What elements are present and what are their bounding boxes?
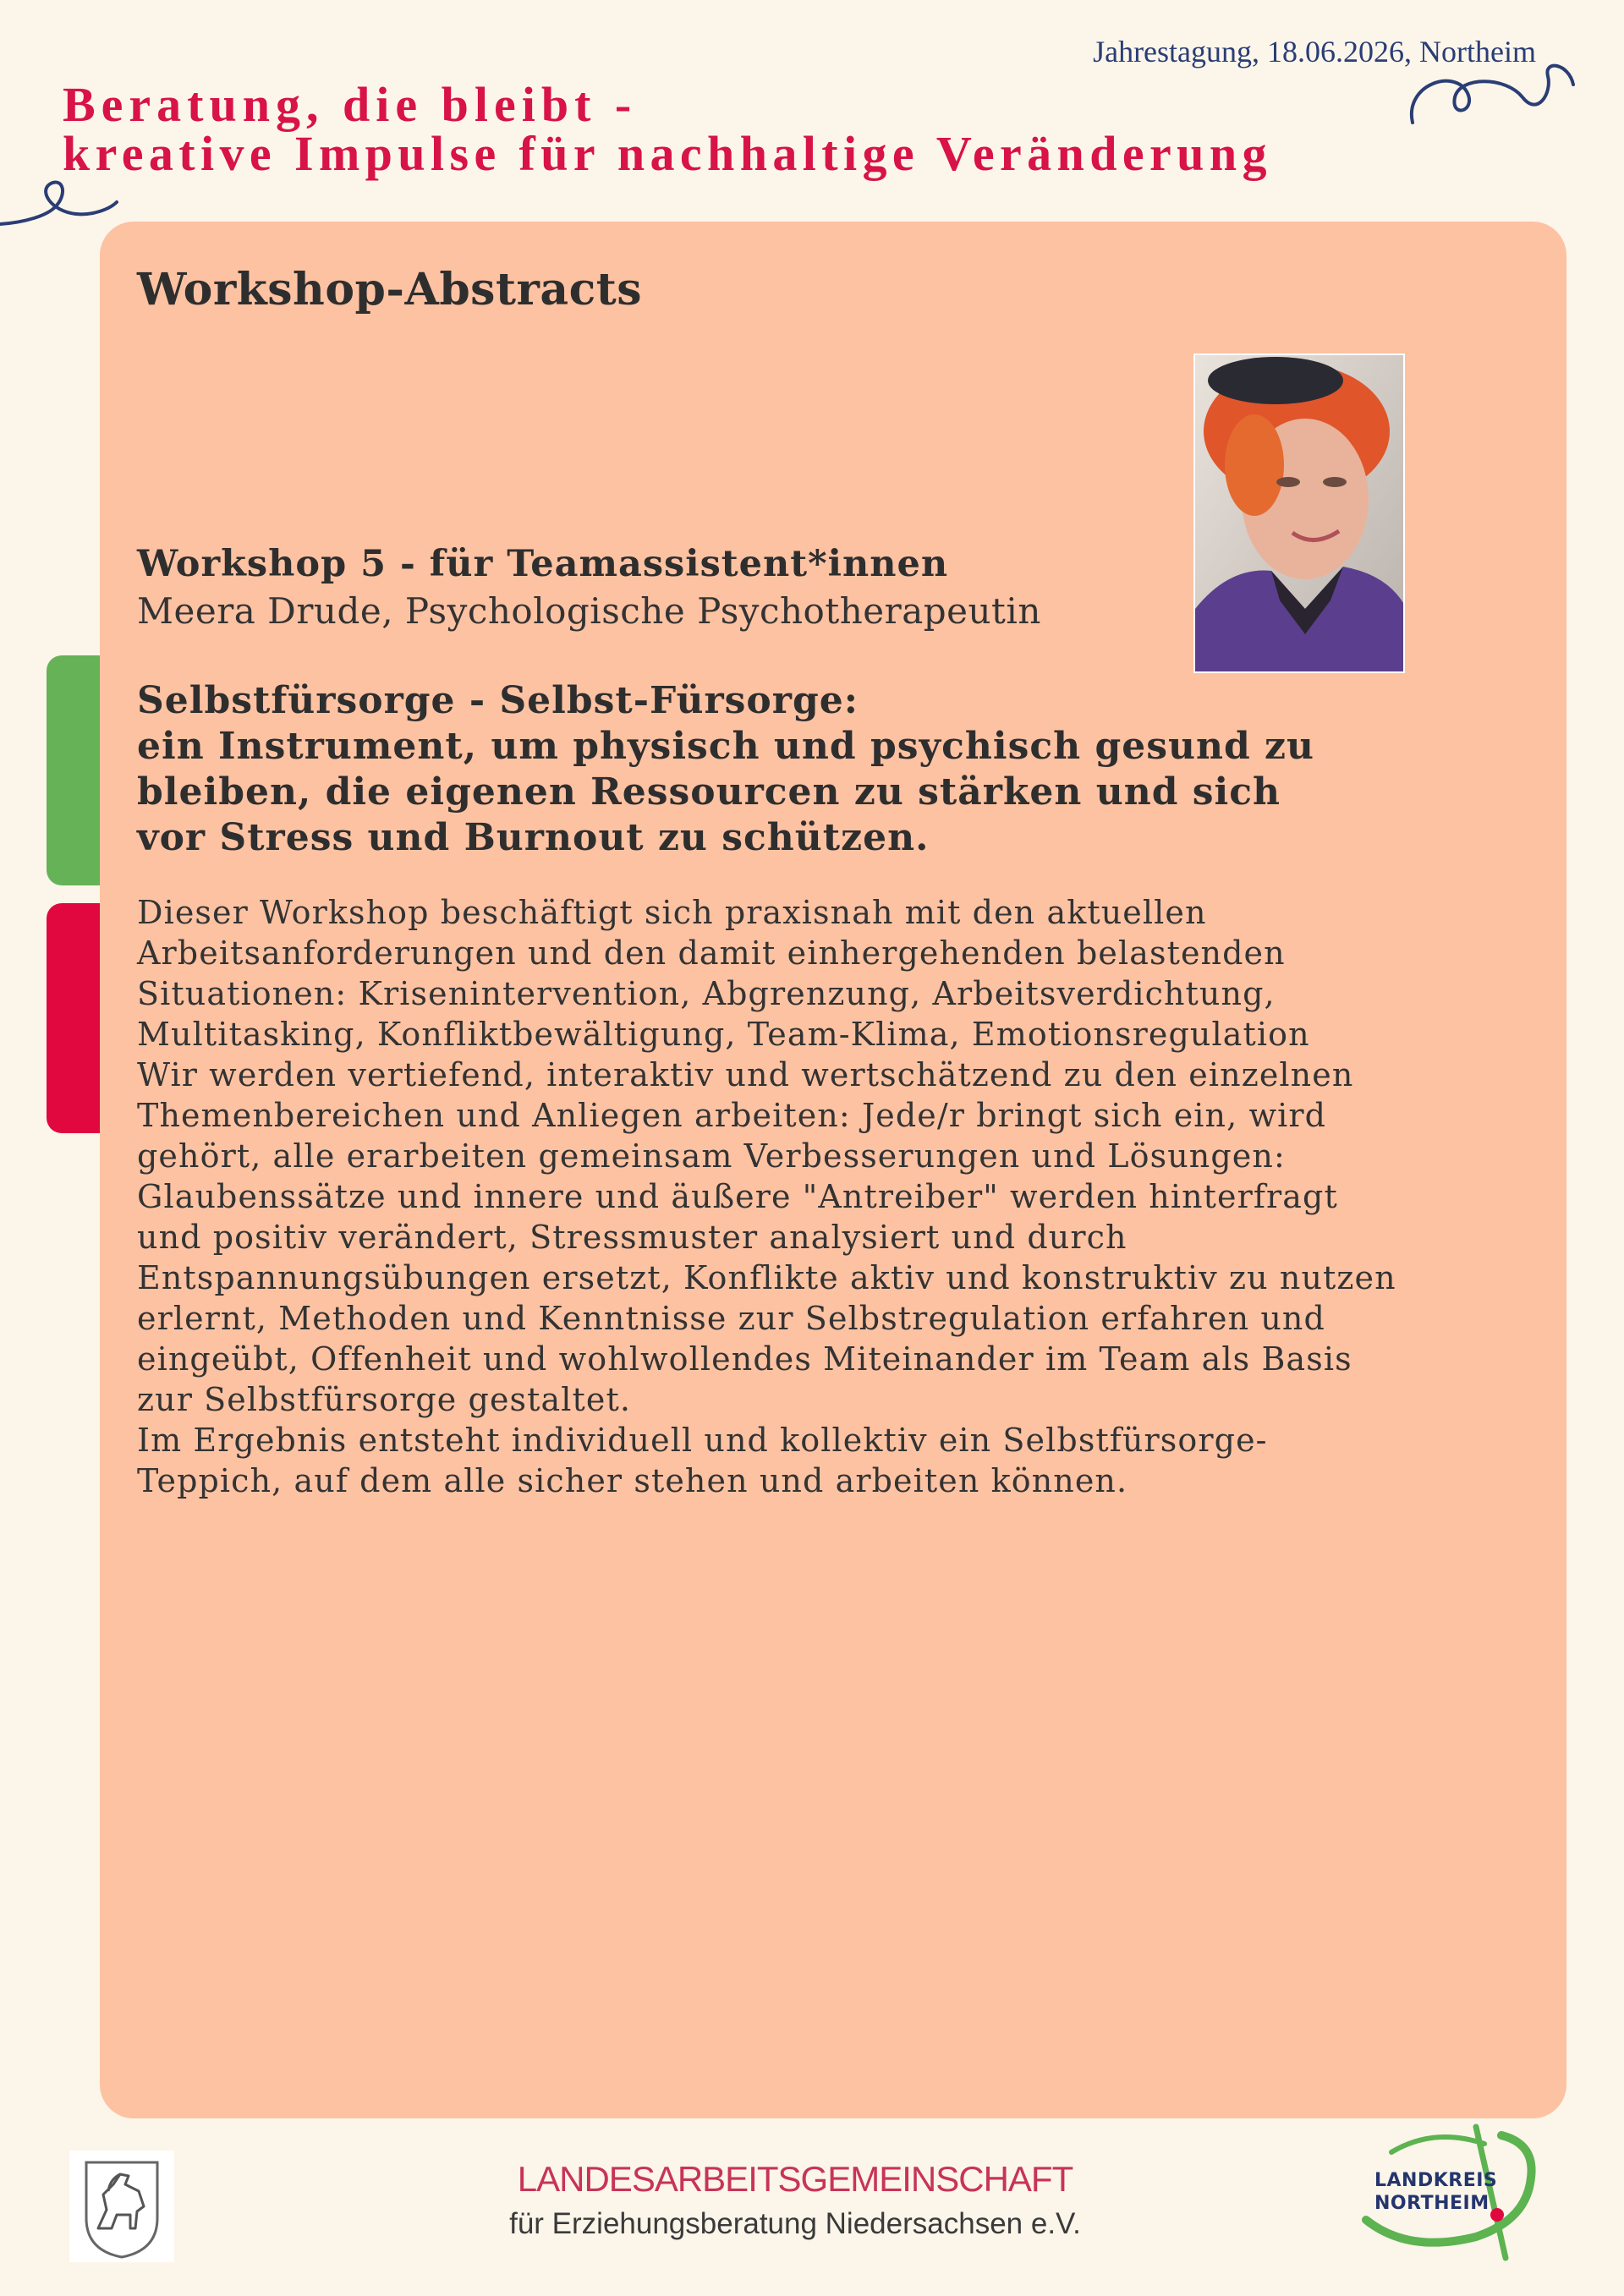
logo-line: LANDKREIS — [1374, 2170, 1498, 2191]
body-line: Teppich, auf dem alle sicher stehen und arbeiten können. — [137, 1462, 1128, 1499]
title-line-2: kreative Impulse für nachhaltige Veränderung — [63, 126, 1272, 181]
workshop-headline — [137, 678, 1314, 861]
card-heading: Workshop-Abstracts — [137, 264, 643, 315]
body-line: eingeübt, Offenheit und wohlwollendes Miteinander im Team als Basis — [137, 1340, 1352, 1378]
body-line: Dieser Workshop beschäftigt sich praxisnah mit den aktuellen — [137, 894, 1207, 931]
event-line: Jahrestagung, 18.06.2026, Northeim — [1093, 35, 1536, 68]
workshop-title: Workshop 5 - für Teamassistent*innen — [137, 543, 949, 585]
headline-line: vor Stress und Burnout zu schützen. — [137, 816, 930, 859]
landkreis-northeim-logo-icon — [1358, 2118, 1548, 2262]
swirl-decoration-icon — [0, 173, 118, 233]
swirl-decoration-icon — [1404, 59, 1582, 135]
body-line: erlernt, Methoden und Kenntnisse zur Selbstregulation erfahren und — [137, 1300, 1325, 1337]
body-line: Entspannungsübungen ersetzt, Konflikte aktiv und konstruktiv zu nutzen — [137, 1259, 1396, 1296]
speaker-photo-icon — [1195, 355, 1405, 673]
body-line: und positiv verändert, Stressmuster analysiert und durch — [137, 1219, 1127, 1256]
body-line: Arbeitsanforderungen und den damit einhergehenden belastenden — [137, 934, 1286, 972]
headline-line: ein Instrument, um physisch und psychisch gesund zu — [137, 725, 1315, 768]
title-line-1: Beratung, die bleibt - — [63, 77, 638, 132]
body-line: Multitasking, Konfliktbewältigung, Team-Klima, Emotionsregulation — [137, 1016, 1310, 1053]
body-line: Im Ergebnis entsteht individuell und kollektiv ein Selbstfürsorge- — [137, 1422, 1268, 1459]
body-line: gehört, alle erarbeiten gemeinsam Verbesserungen und Lösungen: — [137, 1137, 1286, 1175]
headline-line: bleiben, die eigenen Ressourcen zu stärken und sich — [137, 770, 1281, 814]
footer-org-subtitle: für Erziehungsberatung Niedersachsen e.V. — [509, 2207, 1081, 2240]
workshop-author: Meera Drude, Psychologische Psychotherapeutin — [137, 590, 1041, 632]
speaker-photo — [1193, 353, 1405, 673]
body-line: zur Selbstfürsorge gestaltet. — [137, 1381, 632, 1418]
headline-line: Selbstfürsorge - Selbst-Fürsorge: — [137, 679, 859, 722]
logo-line: NORTHEIM — [1374, 2193, 1490, 2214]
logo-text — [1374, 2169, 1497, 2215]
body-line: Themenbereichen und Anliegen arbeiten: Jede/r bringt sich ein, wird — [137, 1097, 1327, 1134]
body-line: Glaubenssätze und innere und äußere "Antreiber" werden hinterfragt — [137, 1178, 1338, 1215]
footer-org-name: LANDESARBEITSGEMEINSCHAFT — [517, 2159, 1073, 2199]
workshop-body — [137, 892, 1541, 1501]
body-line: Situationen: Krisenintervention, Abgrenzung, Arbeitsverdichtung, — [137, 975, 1276, 1012]
body-line: Wir werden vertiefend, interaktiv und wertschätzend zu den einzelnen — [137, 1056, 1354, 1093]
